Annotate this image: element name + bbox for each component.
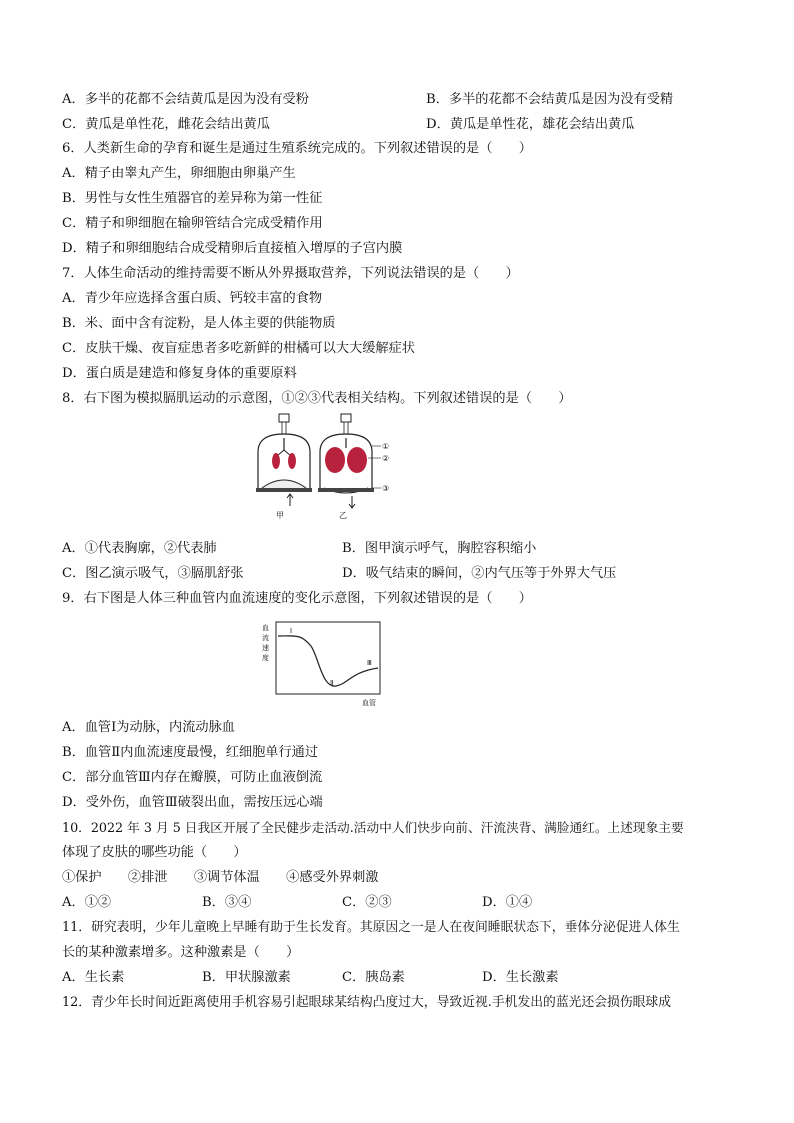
lung-right-inflated (347, 447, 367, 473)
q8-option-a: A．①代表胸廓，②代表肺 (62, 541, 217, 556)
q7-stem: 7．人体生命活动的维持需要不断从外界摄取营养，下列说法错误的是（ ） (62, 266, 519, 281)
q10-stem-line1: 10．2022 年 3 月 5 日我区开展了全民健步走活动.活动中人们快步向前、汗流浃背、满脸通红。上述现象主要 (62, 820, 684, 835)
q7-option-d: D．蛋白质是建造和修复身体的重要原料 (62, 366, 297, 381)
q5-option-b: B．多半的花都不会结黄瓜是因为没有受精 (426, 92, 674, 107)
q11-stem-line2: 长的某种激素增多。这种激素是（ ） (62, 945, 300, 960)
q9-option-b: B．血管Ⅱ内血流速度最慢，红细胞单行通过 (62, 745, 319, 760)
q9-option-d: D．受外伤，血管Ⅲ破裂出血，需按压远心端 (62, 795, 323, 810)
q7-option-a: A．青少年应选择含蛋白质、钙较丰富的食物 (62, 291, 323, 306)
label-jia: 甲 (276, 511, 284, 520)
mark-2: ② (382, 454, 390, 463)
q8-option-c: C．图乙演示吸气，③膈肌舒张 (62, 566, 244, 581)
q8-stem: 8．右下图为模拟膈肌运动的示意图，①②③代表相关结构。下列叙述错误的是（ ） (62, 391, 572, 406)
q9-option-c: C．部分血管Ⅲ内存在瓣膜，可防止血液倒流 (62, 770, 323, 785)
vessel-mark-1: Ⅰ (290, 627, 293, 635)
q11-option-a: A．生长素 (62, 970, 125, 985)
q10-option-c: C．②③ (342, 895, 392, 910)
y-label-char-2: 流 (262, 634, 269, 642)
q12-stem-line1: 12．青少年长时间近距离使用手机容易引起眼球某结构凸度过大，导致近视.手机发出的蓝光还会损伤眼球成 (62, 995, 672, 1010)
label-yi: 乙 (339, 511, 347, 520)
q8-option-b: B．图甲演示呼气，胸腔容积缩小 (342, 541, 537, 556)
lung-left (272, 453, 280, 469)
q8-option-d: D．吸气结束的瞬间，②内气压等于外界大气压 (342, 566, 617, 581)
y-label-char-3: 速 (262, 644, 269, 652)
q5-option-a: A．多半的花都不会结黄瓜是因为没有受粉 (62, 92, 309, 107)
q11-option-d: D．生长激素 (482, 970, 559, 985)
q6-option-c: C．精子和卵细胞在输卵管结合完成受精作用 (62, 216, 323, 231)
q7-option-b: B．米、面中含有淀粉，是人体主要的供能物质 (62, 316, 336, 331)
x-axis-label: 血管 (362, 699, 376, 707)
vessel-mark-3: Ⅲ (367, 659, 372, 667)
lung-left-inflated (325, 447, 345, 473)
lung-right (288, 453, 296, 469)
q6-option-a: A．精子由睾丸产生，卵细胞由卵巢产生 (62, 166, 296, 181)
diaphragm-model-figure (250, 410, 400, 522)
q10-stem-line2: 体现了皮肤的哪些功能（ ） (62, 845, 247, 860)
q9-stem: 9．右下图是人体三种血管内血流速度的变化示意图，下列叙述错误的是（ ） (62, 591, 532, 606)
q6-option-d: D．精子和卵细胞结合成受精卵后直接植入增厚的子宫内膜 (62, 241, 403, 256)
y-axis-label (262, 623, 271, 662)
q7-option-c: C．皮肤干燥、夜盲症患者多吃新鲜的柑橘可以大大缓解症状 (62, 341, 415, 356)
q10-option-a: A．①② (62, 895, 112, 910)
q11-option-c: C．胰岛素 (342, 970, 405, 985)
mark-1: ① (382, 442, 390, 451)
q5-option-c: C．黄瓜是单性花，雌花会结出黄瓜 (62, 117, 270, 132)
blood-flow-velocity-figure (256, 616, 386, 708)
q10-option-b: B．③④ (202, 895, 252, 910)
vessel-mark-2: Ⅱ (330, 679, 334, 687)
q6-option-b: B．男性与女性生殖器官的差异称为第一性征 (62, 191, 323, 206)
q11-stem-line1: 11．研究表明，少年儿童晚上早睡有助于生长发育。其原因之一是人在夜间睡眠状态下，垂体分泌促进人体生 (62, 920, 680, 935)
q5-option-d: D．黄瓜是单性花，雄花会结出黄瓜 (426, 117, 635, 132)
q10-choices: ①保护 ②排泄 ③调节体温 ④感受外界刺激 (62, 870, 379, 885)
q9-option-a: A．血管Ⅰ为动脉，内流动脉血 (62, 720, 235, 735)
jar-jia (256, 414, 312, 506)
q11-option-b: B．甲状腺激素 (202, 970, 291, 985)
q10-option-d: D．①④ (482, 895, 533, 910)
jar-yi (318, 414, 381, 508)
q6-stem: 6．人类新生命的孕育和诞生是通过生殖系统完成的。下列叙述错误的是（ ） (62, 141, 532, 156)
y-label-char-1: 血 (262, 624, 269, 632)
mark-3: ③ (382, 484, 390, 493)
y-label-char-4: 度 (262, 654, 269, 662)
